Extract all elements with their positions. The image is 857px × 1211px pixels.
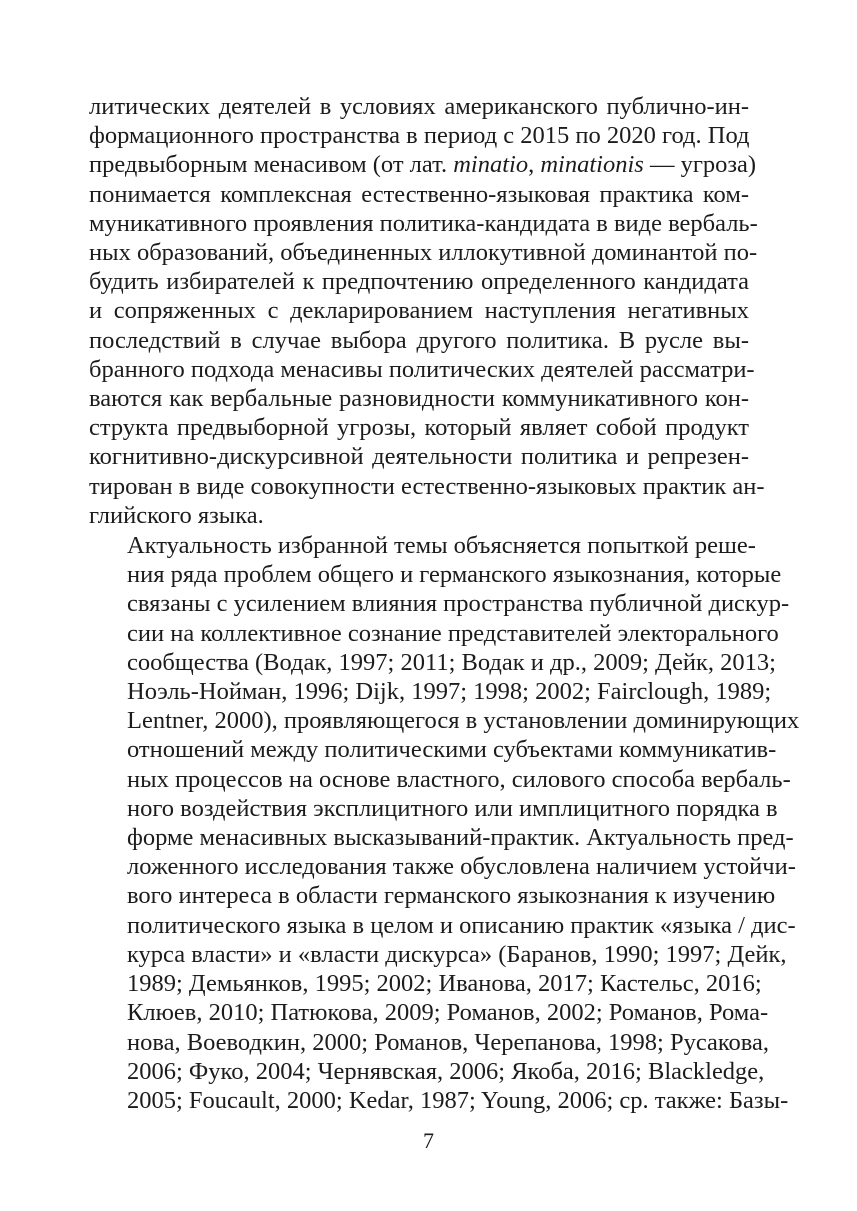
text-line: сии на коллективное сознание представителей электорального <box>127 619 779 647</box>
text-line: Ноэль-Нойман, 1996; Dijk, 1997; 1998; 2002; Fairclough, 1989; <box>127 678 772 706</box>
text-line: отношений между политическими субъектами коммуникатив- <box>127 736 777 764</box>
text-line: ных образований, объединенных иллокутивной доминантой по- <box>89 239 758 267</box>
text-line: и сопряженных с декларированием наступления негативных <box>89 297 749 325</box>
text-line: формационного пространства в период с 2015 по 2020 год. Под <box>89 122 750 150</box>
text-line: ных процессов на основе властного, силового способа вербаль- <box>127 765 791 793</box>
text-line: ного воздействия эксплицитного или имплицитного порядка в <box>127 794 778 822</box>
page-body <box>89 92 800 1115</box>
text-line: политического языка в целом и описанию практик «языка / дис- <box>127 911 796 939</box>
italic-term: minatio <box>453 151 529 179</box>
text-line: 1989; Демьянков, 1995; 2002; Иванова, 2017; Кастельс, 2016; <box>127 970 762 998</box>
text-segment: предвыборным менасивом (от лат. <box>89 151 454 179</box>
text-line: связаны с усилением влияния пространства публичной дискур- <box>127 590 790 618</box>
italic-term: minationis <box>540 151 644 179</box>
page-number: 7 <box>423 1128 434 1153</box>
text-segment: , <box>528 151 541 179</box>
paragraph-2 <box>89 531 800 1115</box>
text-line: Актуальность избранной темы объясняется попыткой реше- <box>127 532 756 560</box>
text-line: ваются как вербальные разновидности коммуникативного кон- <box>89 385 749 413</box>
text-line: структа предвыборной угрозы, который являет собой продукт <box>89 414 749 442</box>
text-line: понимается комплексная естественно-языковая практика ком- <box>89 180 749 208</box>
text-line: форме менасивных высказываний-практик. Актуальность пред- <box>127 824 794 852</box>
text-line: ния ряда проблем общего и германского языкознания, которые <box>127 561 782 589</box>
text-line: последствий в случае выбора другого политика. В русле вы- <box>89 326 749 354</box>
text-segment: — угроза) <box>643 151 757 179</box>
text-line: глийского языка. <box>89 501 264 529</box>
text-line: 2005; Foucault, 2000; Kedar, 1987; Young, 2006; ср. также: Базы- <box>127 1086 789 1114</box>
text-line: когнитивно-дискурсивной деятельности политика и репрезен- <box>89 443 749 471</box>
text-line <box>89 150 757 179</box>
text-line: 2006; Фуко, 2004; Чернявская, 2006; Якоба, 2016; Blackledge, <box>127 1057 765 1085</box>
text-line: Клюев, 2010; Патюкова, 2009; Романов, 2002; Романов, Рома- <box>127 999 769 1027</box>
text-line: курса власти» и «власти дискурса» (Баранов, 1990; 1997; Дейк, <box>127 940 787 968</box>
text-line: Lentner, 2000), проявляющегося в установлении доминирующих <box>127 707 800 735</box>
text-line: ложенного исследования также обусловлена наличием устойчи- <box>127 853 796 881</box>
text-line: сообщества (Водак, 1997; 2011; Водак и др., 2009; Дейк, 2013; <box>127 648 776 676</box>
text-line: тирован в виде совокупности естественно-языковых практик ан- <box>89 472 765 500</box>
text-line: будить избирателей к предпочтению определенного кандидата <box>89 268 749 296</box>
paragraph-1 <box>89 92 765 530</box>
text-line: нова, Воеводкин, 2000; Романов, Черепанова, 1998; Русакова, <box>127 1028 770 1056</box>
text-line: литических деятелей в условиях американского публично-ин- <box>89 93 749 120</box>
text-line: бранного подхода менасивы политических деятелей рассматри- <box>89 355 755 383</box>
text-line: муникативного проявления политика-кандидата в виде вербаль- <box>89 209 758 237</box>
text-line: вого интереса в области германского языкознания к изучению <box>127 882 776 910</box>
